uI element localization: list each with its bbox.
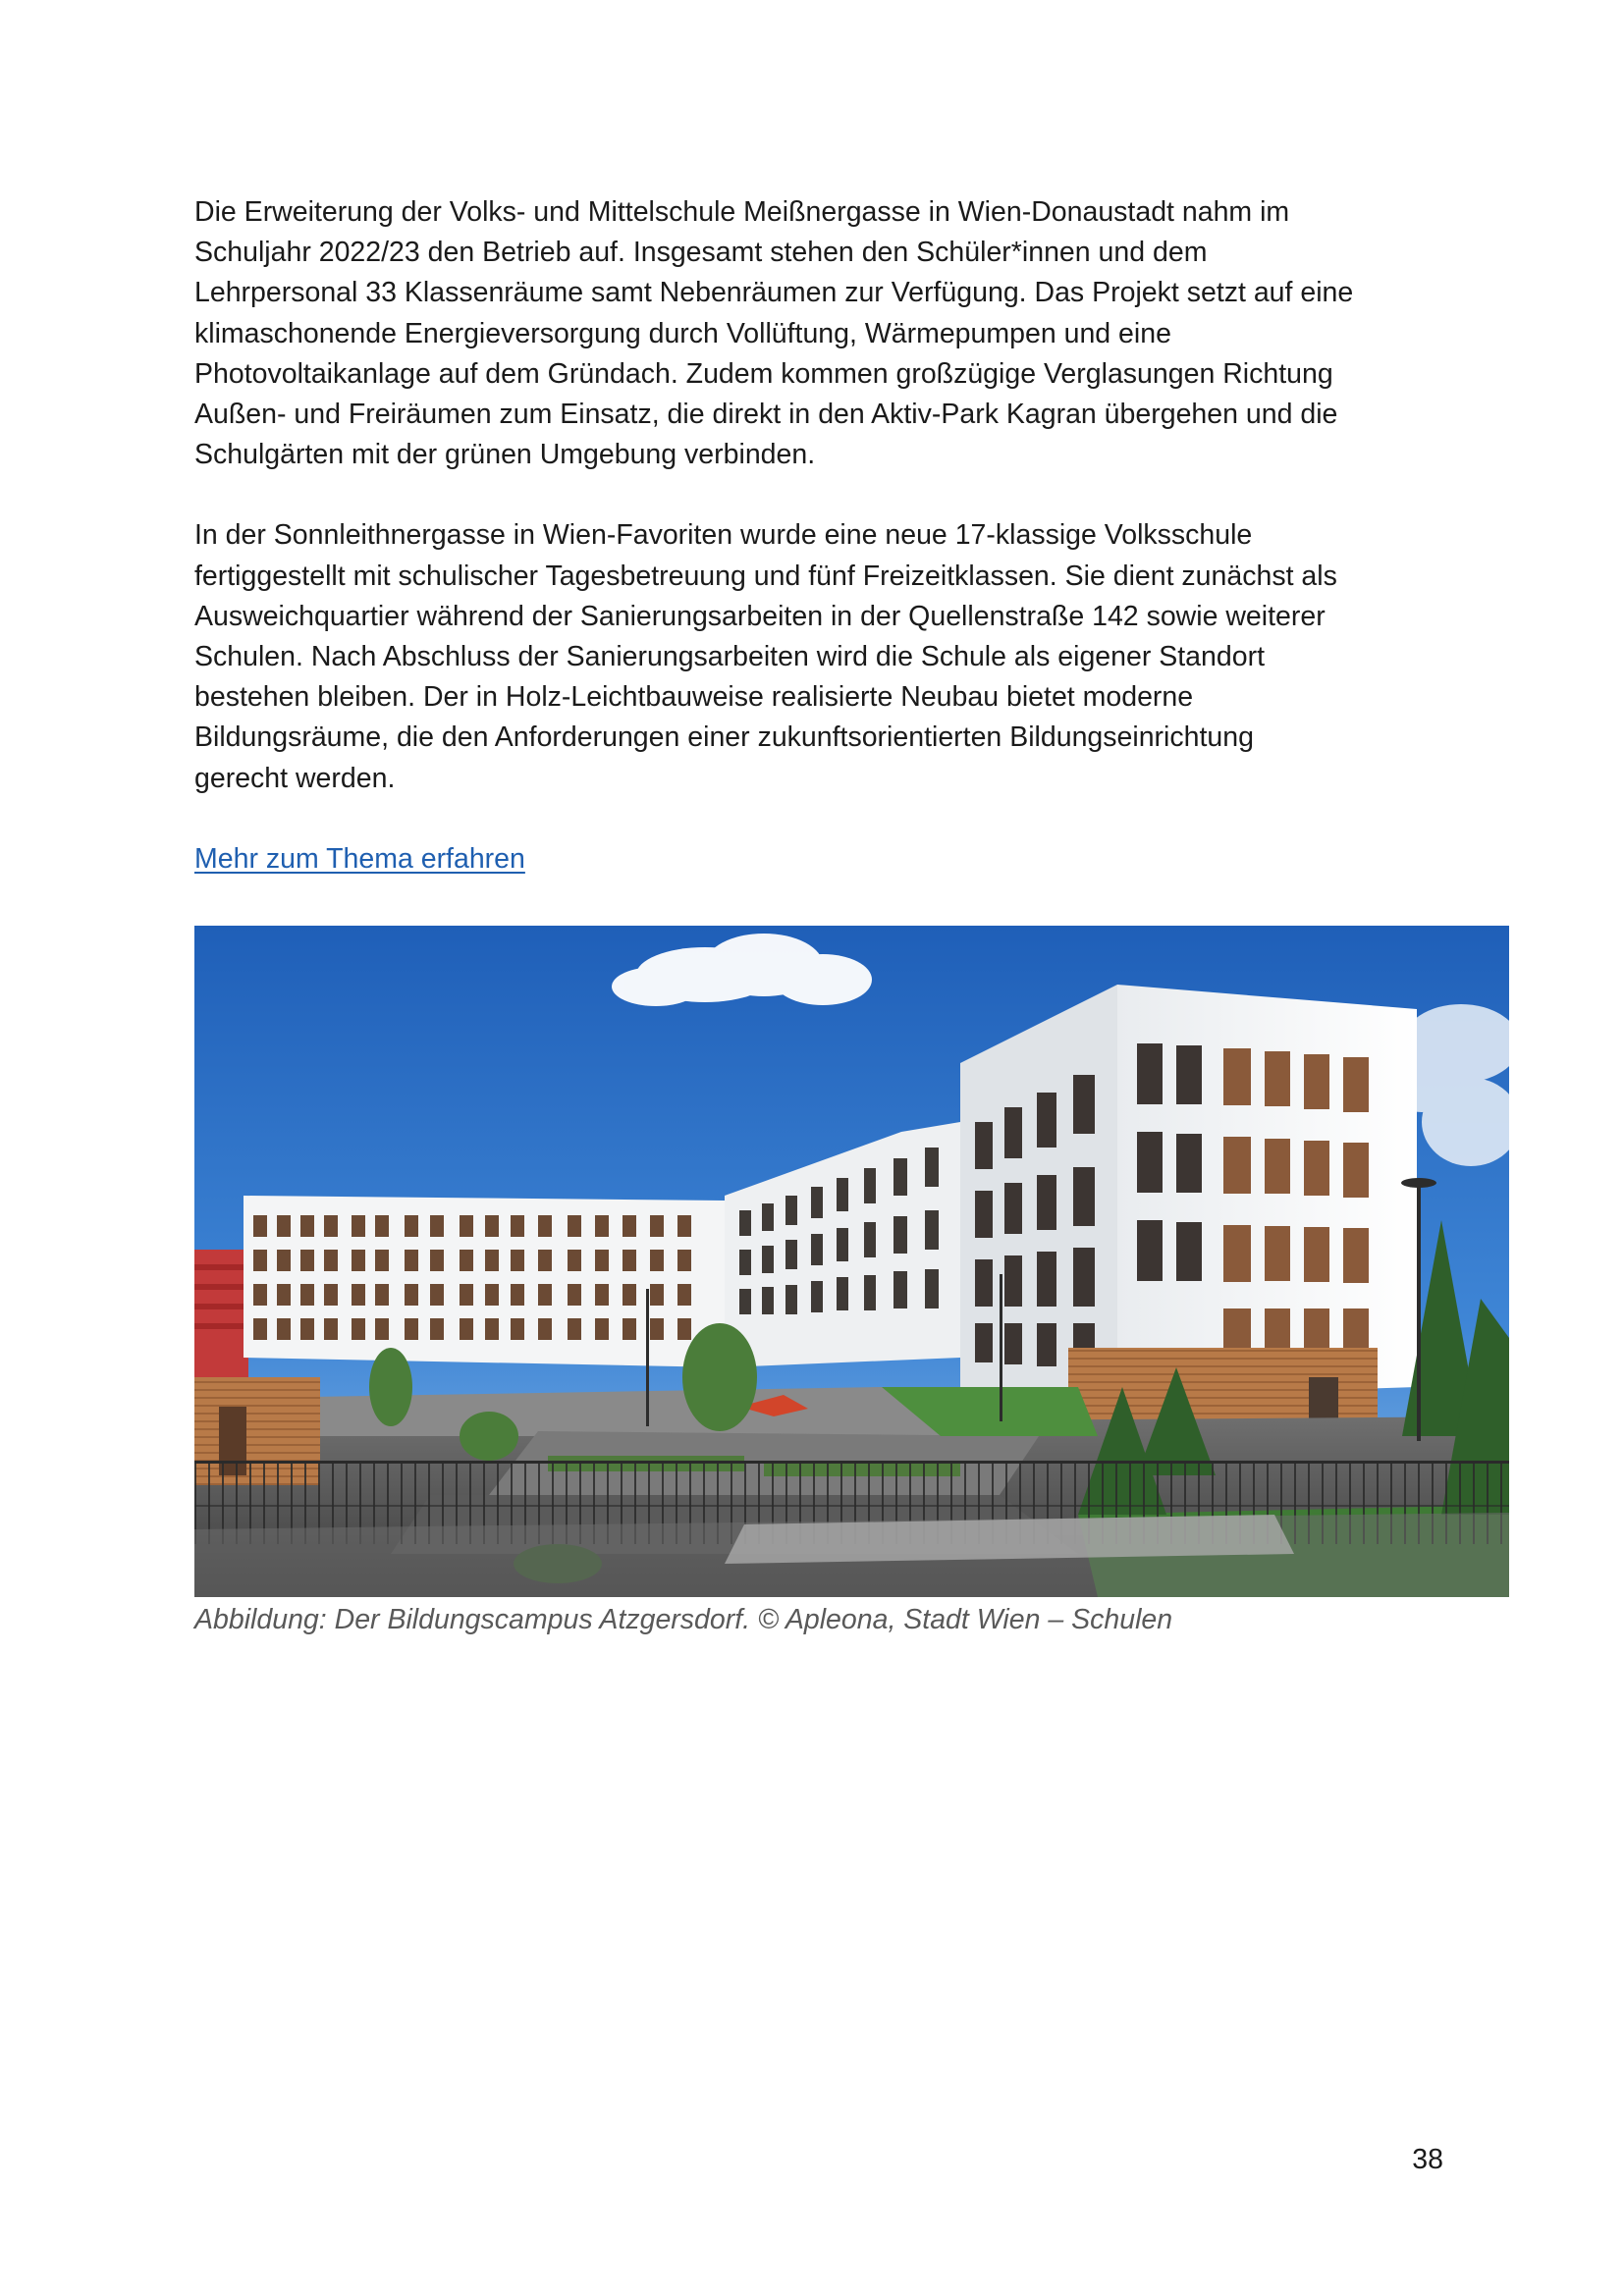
link-container: [194, 839, 1510, 880]
page-number: 38: [1412, 2144, 1443, 2175]
paragraph-sonnleithnergasse: In der Sonnleithnergasse in Wien-Favoriten wurde eine neue 17-klassige Volksschule fertiggestellt mit schulischer Tagesbetreuung und fünf Freizeitklassen. Sie dient zunächst als Ausweichquartier während der Sanierungsarbeiten in der Quellenstraße 142 sowie weiterer Schulen. Nach Abschluss der Sanierungsarbeiten wird die Schule als eigener Standort bestehen bleiben. Der in Holz-Leichtbauweise realisierte Neubau bietet moderne Bildungsräume, die den Anforderungen einer zukunftsorientierten Bildungseinrichtung gerecht werden.: [194, 519, 1337, 794]
campus-photo-illustration: [194, 926, 1509, 1597]
paragraph-meissnergasse: Die Erweiterung der Volks- und Mittelschule Meißnergasse in Wien-Donaustadt nahm im Schuljahr 2022/23 den Betrieb auf. Insgesamt stehen den Schüler*innen und dem Lehrpersonal 33 Klassenräume samt Nebenräumen zur Verfügung. Das Projekt setzt auf eine klimaschonende Energieversorgung durch Vollüftung, Wärmepumpen und eine Photovoltaikanlage auf dem Gründach. Zudem kommen großzügige Verglasungen Richtung Außen- und Freiräumen zum Einsatz, die direkt in den Aktiv-Park Kagran übergehen und die Schulgärten mit der grünen Umgebung verbinden.: [194, 196, 1354, 471]
campus-photo: [194, 926, 1509, 1597]
photo-caption: Abbildung: Der Bildungscampus Atzgersdorf. © Apleona, Stadt Wien – Schulen: [194, 1604, 1173, 1635]
document-body: [194, 192, 1510, 880]
more-info-link[interactable]: Mehr zum Thema erfahren: [194, 842, 525, 875]
